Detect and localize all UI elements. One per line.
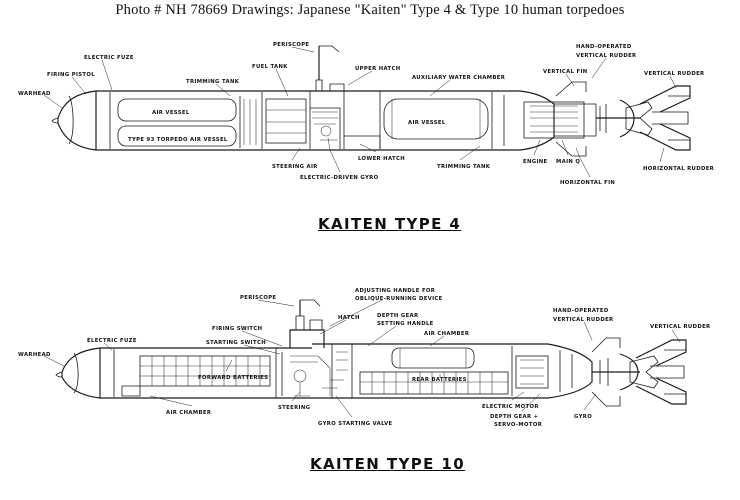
callout-label: FORWARD BATTERIES xyxy=(198,375,269,381)
diagram-title-type-10: KAITEN TYPE 10 xyxy=(310,455,466,473)
callout-label: ELECTRIC MOTOR xyxy=(482,404,539,410)
callout-label: FUEL TANK xyxy=(252,64,288,70)
callout-label: ADJUSTING HANDLE FOR xyxy=(355,288,436,294)
callout-label: AIR CHAMBER xyxy=(424,331,470,337)
callout-label: MAIN Q xyxy=(556,159,581,165)
callout-label: VERTICAL RUDDER xyxy=(576,53,637,59)
callout-label: AUXILIARY WATER CHAMBER xyxy=(412,75,506,81)
callout-label: AIR VESSEL xyxy=(408,120,446,126)
diagram-title-type-4: KAITEN TYPE 4 xyxy=(318,215,462,233)
callout-label: VERTICAL RUDDER xyxy=(644,71,705,77)
callout-label: STEERING xyxy=(278,405,311,411)
callout-label: STEERING AIR xyxy=(272,164,318,170)
callout-label: DEPTH GEAR xyxy=(377,313,419,319)
callout-label: SETTING HANDLE xyxy=(377,321,434,327)
callout-label: HATCH xyxy=(338,315,360,321)
callout-label: PERISCOPE xyxy=(240,295,277,301)
callout-label: ENGINE xyxy=(523,159,548,165)
callout-label: GYRO xyxy=(574,414,593,420)
callout-label: HAND-OPERATED xyxy=(576,44,632,50)
callout-label: WARHEAD xyxy=(18,91,51,97)
callout-label: DEPTH GEAR + xyxy=(490,414,539,420)
callout-label: SERVO-MOTOR xyxy=(494,422,543,428)
callout-label: PERISCOPE xyxy=(273,42,310,48)
callout-label: ELECTRIC-DRIVEN GYRO xyxy=(300,175,379,181)
callout-label: OBLIQUE-RUNNING DEVICE xyxy=(355,296,443,302)
callout-label: HORIZONTAL FIN xyxy=(560,180,616,186)
photo-caption: Photo # NH 78669 Drawings: Japanese "Kaiten" Type 4 & Type 10 human torpedoes xyxy=(115,2,625,18)
callout-label: VERTICAL RUDDER xyxy=(650,324,711,330)
callout-label: VERTICAL RUDDER xyxy=(553,317,614,323)
callout-label: ELECTRIC FUZE xyxy=(87,338,137,344)
callout-label: GYRO STARTING VALVE xyxy=(318,421,393,427)
callout-label: TRIMMING TANK xyxy=(186,79,240,85)
callout-label: REAR BATTERIES xyxy=(412,377,467,383)
callout-label: UPPER HATCH xyxy=(355,66,401,72)
callout-label: VERTICAL FIN xyxy=(543,69,588,75)
callout-label: FIRING PISTOL xyxy=(47,72,95,78)
callout-label: AIR CHAMBER xyxy=(166,410,212,416)
callout-label: LOWER HATCH xyxy=(358,156,405,162)
callout-label: STARTING SWITCH xyxy=(206,340,266,346)
callout-label: HAND-OPERATED xyxy=(553,308,609,314)
callout-label: AIR VESSEL xyxy=(152,110,190,116)
callout-label: TRIMMING TANK xyxy=(437,164,491,170)
callout-label: ELECTRIC FUZE xyxy=(84,55,134,61)
callout-label: HORIZONTAL RUDDER xyxy=(643,166,715,172)
callout-label: FIRING SWITCH xyxy=(212,326,263,332)
callout-label: WARHEAD xyxy=(18,352,51,358)
callout-label: TYPE 93 TORPEDO AIR VESSEL xyxy=(128,137,228,143)
